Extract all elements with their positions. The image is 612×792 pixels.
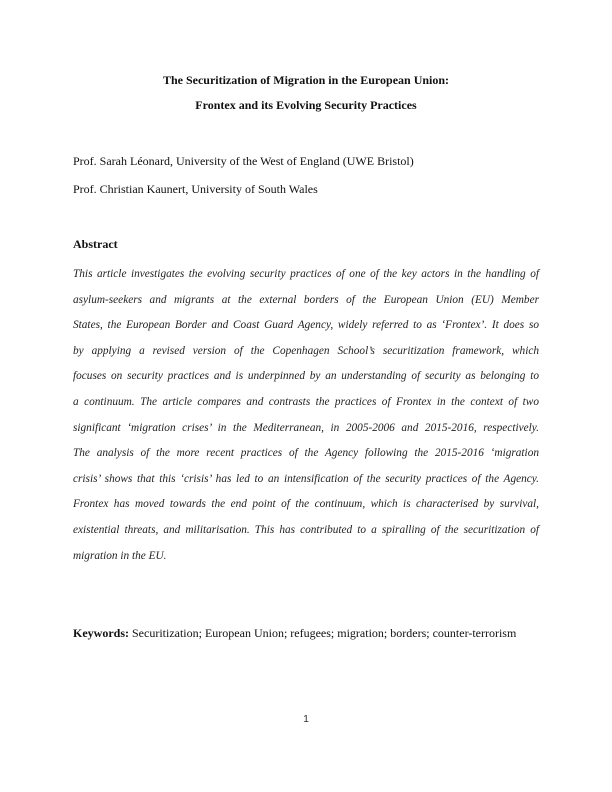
- abstract-line: The analysis of the more recent practices of the Agency following the 2015-2016 ‘migration: [73, 447, 539, 460]
- author-2: Prof. Christian Kaunert, University of South Wales: [73, 182, 318, 196]
- abstract-line: crisis’ shows that this ‘crisis’ has led to an intensification of the security practices of the Agency.: [73, 472, 539, 485]
- abstract-line: focuses on security practices and is underpinned by an understanding of security as belonging to: [73, 370, 539, 383]
- abstract-line: significant ‘migration crises’ in the Mediterranean, in 2005-2006 and 2015-2016, respectively.: [73, 421, 539, 434]
- keywords-label: Keywords:: [73, 626, 129, 640]
- page-number: 1: [303, 713, 309, 725]
- keywords-text: Securitization; European Union; refugees; migration; borders; counter-terrorism: [129, 626, 517, 640]
- abstract-heading: Abstract: [73, 237, 118, 251]
- author-1: Prof. Sarah Léonard, University of the West of England (UWE Bristol): [73, 154, 414, 168]
- abstract-line: by applying a revised version of the Copenhagen School’s securitization framework, which: [73, 344, 539, 357]
- abstract-line: Frontex has moved towards the end point of the continuum, which is characterised by survival,: [73, 498, 539, 511]
- paper-title-line-2: Frontex and its Evolving Security Practices: [195, 98, 417, 112]
- abstract-line: a continuum. The article compares and contrasts the practices of Frontex in the context of two: [73, 395, 539, 408]
- abstract-line: migration in the EU.: [73, 549, 167, 562]
- abstract-line: This article investigates the evolving security practices of one of the key actors in the handling of: [73, 268, 539, 280]
- paper-title-line-1: The Securitization of Migration in the European Union:: [162, 73, 450, 87]
- abstract-body: [73, 262, 539, 569]
- abstract-line: States, the European Border and Coast Guard Agency, widely referred to as ‘Frontex’. It does so: [73, 319, 539, 332]
- abstract-line: existential threats, and militarisation. This has contributed to a spiralling of the securitization of: [73, 523, 539, 536]
- keywords-line: [73, 626, 516, 640]
- abstract-line: asylum-seekers and migrants at the external borders of the European Union (EU) Member: [73, 293, 539, 306]
